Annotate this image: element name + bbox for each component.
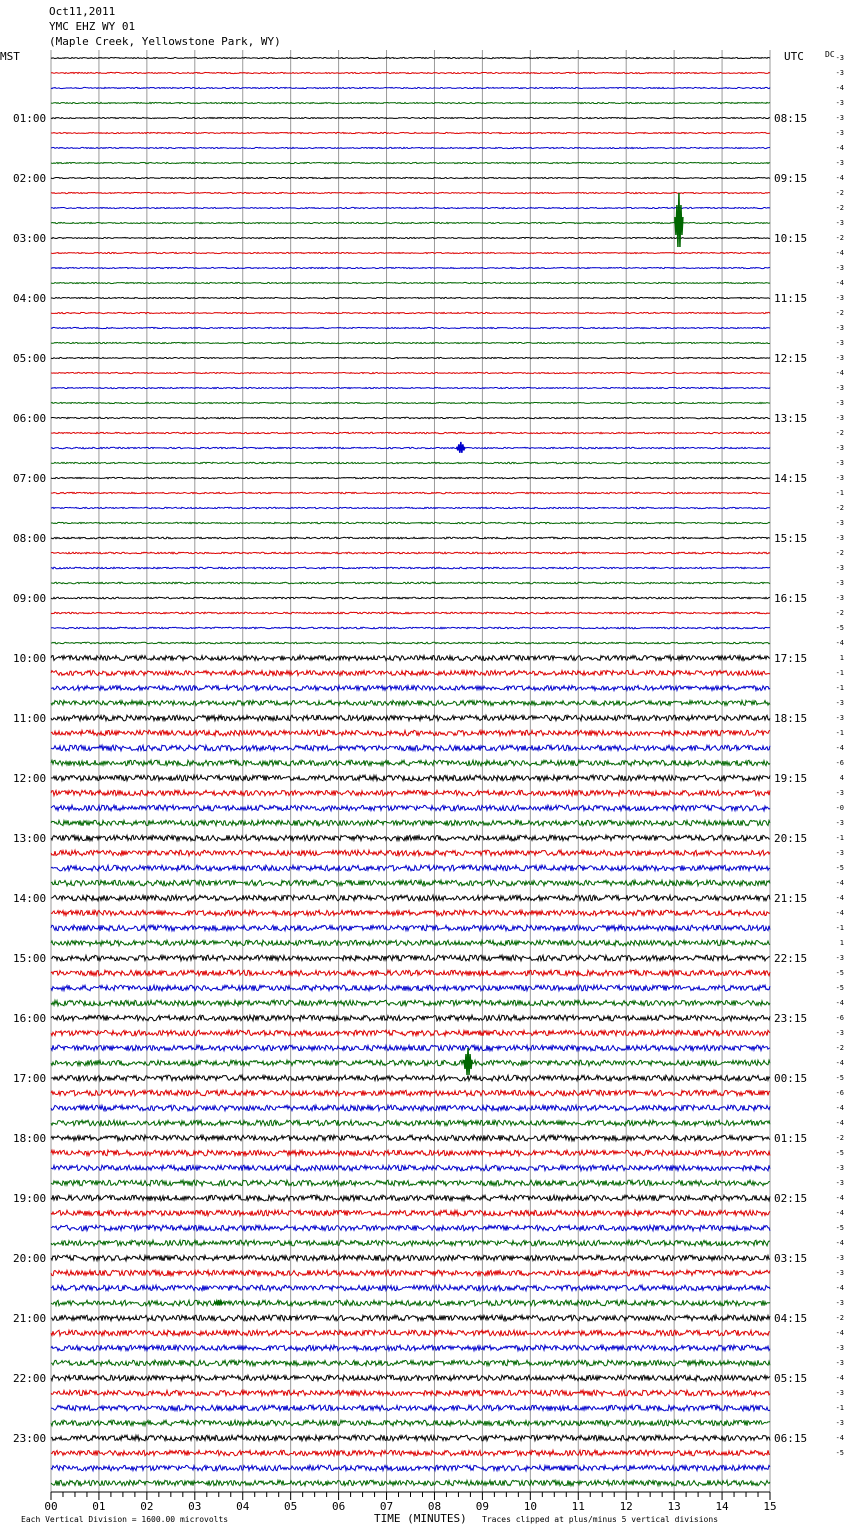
mst-hour-label: 10:00 [13,652,47,665]
dc-offset-label: -4 [835,1374,844,1382]
dc-offset-label: -3 [835,129,844,137]
trace-line [51,895,770,901]
utc-hour-label: 08:15 [774,112,808,125]
dc-offset-label: -3 [835,1299,844,1307]
x-tick-label: 07 [379,1500,394,1513]
trace-line [51,507,770,508]
dc-offset-label: -3 [835,339,844,347]
dc-offset-label: -3 [835,1179,844,1187]
utc-hour-label: 21:15 [774,892,808,905]
utc-hour-label: 10:15 [774,232,808,245]
dc-offset-label: -4 [835,279,844,287]
trace-line [51,671,770,676]
trace-line [51,372,770,373]
trace-line [51,1270,770,1276]
x-axis-label: TIME (MINUTES) [374,1512,467,1525]
trace-line [51,1195,770,1201]
mst-hour-label: 18:00 [13,1132,47,1145]
trace-line [51,582,770,584]
utc-hour-label: 13:15 [774,412,808,425]
trace-line [51,522,770,523]
dc-offset-label: -1 [835,489,844,497]
dc-offset-label: -3 [835,114,844,122]
mst-hour-label: 14:00 [13,892,47,905]
trace-line [51,1030,770,1036]
mst-hour-label: 22:00 [13,1372,47,1385]
trace-line [51,102,770,103]
dc-offset-label: -1 [835,1404,844,1412]
utc-hour-label: 09:15 [774,172,808,185]
dc-offset-label: -4 [835,1209,844,1217]
dc-offset-label: -3 [835,1344,844,1352]
trace-line [51,1330,770,1336]
dc-offset-label: -4 [835,249,844,257]
dc-offset-label: -3 [835,849,844,857]
dc-offset-label: -4 [835,639,844,647]
dc-offset-label: -4 [835,1434,844,1442]
x-tick-label: 12 [619,1500,633,1513]
trace-line [51,955,770,961]
dc-offset-label: -3 [835,399,844,407]
trace-line [51,1240,770,1246]
dc-offset-label: -4 [835,894,844,902]
dc-offset-label: -4 [835,1104,844,1112]
trace-line [51,1285,770,1291]
dc-offset-label: -4 [835,174,844,182]
dc-offset-label: -5 [835,624,844,632]
trace-line [51,252,770,253]
dc-offset-label: -3 [835,1029,844,1037]
left-timezone-label: MST [0,50,20,63]
utc-hour-label: 11:15 [774,292,808,305]
utc-hour-label: 06:15 [774,1432,808,1445]
mst-hour-label: 19:00 [13,1192,47,1205]
trace-line [51,177,770,178]
dc-offset-label: -2 [835,189,844,197]
x-tick-label: 01 [92,1500,106,1513]
trace-line [51,222,770,223]
dc-offset-label: -1 [835,834,844,842]
trace-line [51,492,770,493]
trace-line [51,132,770,133]
utc-hour-label: 15:15 [774,532,808,545]
trace-line [51,432,770,433]
trace-line [51,207,770,208]
utc-hour-label: 22:15 [774,952,808,965]
dc-offset-label: -4 [835,1194,844,1202]
dc-offset-label: -3 [835,519,844,527]
dc-offset-label: -3 [835,1419,844,1427]
trace-line [51,57,770,58]
dc-offset-label: -4 [835,909,844,917]
utc-hour-label: 23:15 [774,1012,808,1025]
trace-line [51,686,770,691]
trace-line [51,162,770,163]
dc-offset-label: -3 [835,69,844,77]
trace-line [51,1375,770,1381]
trace-line [51,192,770,193]
trace-line [51,1435,770,1441]
utc-hour-label: 18:15 [774,712,808,725]
event-spike [457,442,465,453]
trace-line [51,760,770,766]
trace-line [51,1390,770,1396]
dc-offset-label: -2 [835,504,844,512]
trace-line [51,552,770,554]
x-tick-label: 00 [44,1500,58,1513]
x-tick-label: 02 [140,1500,154,1513]
trace-line [51,925,770,931]
trace-line [51,1450,770,1456]
dc-offset-label: -3 [835,579,844,587]
trace-line [51,312,770,313]
trace-line [51,597,770,599]
utc-hour-label: 19:15 [774,772,808,785]
trace-line [51,970,770,976]
dc-offset-label: -3 [835,699,844,707]
mst-hour-label: 20:00 [13,1252,47,1265]
right-timezone-label: UTC [784,50,804,63]
dc-offset-label: -5 [835,864,844,872]
mst-hour-label: 16:00 [13,1012,47,1025]
trace-line [51,1465,770,1471]
trace-line [51,417,770,418]
x-tick-label: 13 [667,1500,681,1513]
trace-line [51,342,770,343]
dc-offset-label: -3 [835,54,844,62]
dc-offset-label: -1 [835,924,844,932]
dc-offset-label: -4 [835,879,844,887]
dc-offset-label: -3 [835,789,844,797]
x-tick-label: 09 [475,1500,490,1513]
mst-hour-label: 05:00 [13,352,47,365]
trace-line [51,865,770,871]
trace-line [51,147,770,148]
utc-hour-label: 00:15 [774,1072,808,1085]
x-tick-label: 04 [236,1500,250,1513]
dc-offset-label: -3 [835,324,844,332]
dc-offset-label: -3 [835,294,844,302]
trace-line [51,1165,770,1171]
trace-line [51,537,770,539]
dc-offset-label: -4 [835,1329,844,1337]
dc-offset-label: -1 [835,684,844,692]
dc-offset-label: -1 [835,669,844,677]
dc-offset-label: -4 [835,84,844,92]
dc-offset-label: -3 [835,594,844,602]
trace-line [51,1480,770,1486]
mst-hour-label: 04:00 [13,292,47,305]
utc-hour-label: 17:15 [774,652,808,665]
event-spike [464,1048,472,1075]
mst-hour-label: 21:00 [13,1312,47,1325]
x-tick-label: 15 [763,1500,777,1513]
trace-line [51,790,770,796]
dc-offset-label: -1 [835,729,844,737]
trace-line [51,1015,770,1021]
trace-line [51,1300,770,1306]
trace-line [51,1315,770,1321]
dc-offset-label: -5 [835,969,844,977]
dc-offset-label: -2 [835,549,844,557]
trace-line [51,1000,770,1006]
dc-offset-label: -5 [835,1449,844,1457]
date-label: Oct11,2011 [49,5,116,18]
mst-hour-label: 02:00 [13,172,47,185]
dc-offset-label: -2 [835,429,844,437]
trace-line [51,1150,770,1156]
clip-note: Traces clipped at plus/minus 5 vertical divisions [482,1515,719,1524]
trace-line [51,775,770,781]
dc-offset-label: -3 [835,954,844,962]
dc-offset-label: -3 [835,384,844,392]
dc-offset-label: -2 [835,309,844,317]
dc-offset-label: -3 [835,444,844,452]
mst-hour-label: 06:00 [13,412,47,425]
dc-offset-label: -3 [835,534,844,542]
trace-line [51,1105,770,1111]
x-tick-label: 11 [571,1500,585,1513]
mst-hour-label: 08:00 [13,532,47,545]
trace-line [51,237,770,238]
dc-offset-label: -4 [835,1239,844,1247]
dc-offset-label: -5 [835,984,844,992]
station-label: YMC EHZ WY 01 [49,20,136,33]
trace-line [51,1120,770,1126]
mst-hour-label: 03:00 [13,232,47,245]
dc-offset-label: 1 [839,654,844,662]
dc-offset-label: -3 [835,159,844,167]
dc-offset-label: -3 [835,354,844,362]
trace-line [51,117,770,118]
dc-offset-label: -3 [835,264,844,272]
dc-offset-label: -0 [835,804,844,812]
dc-offset-label: -3 [835,1164,844,1172]
trace-line [51,462,770,463]
mst-hour-label: 12:00 [13,772,47,785]
x-tick-label: 06 [331,1500,346,1513]
utc-hour-label: 02:15 [774,1192,808,1205]
trace-line [51,835,770,841]
dc-offset-label: -2 [835,1134,844,1142]
dc-offset-label: -2 [835,204,844,212]
event-spike [675,193,683,247]
dc-offset-label: -4 [835,1119,844,1127]
dc-offset-label: -6 [835,1089,844,1097]
utc-hour-label: 01:15 [774,1132,808,1145]
mst-hour-label: 23:00 [13,1432,47,1445]
trace-line [51,1225,770,1231]
mst-hour-label: 09:00 [13,592,47,605]
dc-offset-label: -4 [835,144,844,152]
trace-line [51,745,770,751]
trace-line [51,1255,770,1261]
trace-line [51,87,770,88]
trace-line [51,715,770,721]
trace-line [51,1075,770,1081]
utc-hour-label: 12:15 [774,352,808,365]
dc-offset-label: -5 [835,1149,844,1157]
trace-line [51,910,770,916]
location-label: (Maple Creek, Yellowstone Park, WY) [49,35,281,48]
trace-line [51,327,770,328]
mst-hour-label: 11:00 [13,712,47,725]
dc-offset-label: -3 [835,219,844,227]
dc-offset-label: 4 [839,774,844,782]
x-tick-label: 14 [715,1500,729,1513]
trace-line [51,820,770,826]
trace-line [51,612,770,614]
dc-offset-label: -5 [835,1074,844,1082]
dc-offset-label: -3 [835,474,844,482]
x-tick-label: 05 [284,1500,298,1513]
trace-line [51,701,770,706]
utc-hour-label: 14:15 [774,472,808,485]
trace-line [51,805,770,811]
dc-offset-label: -2 [835,609,844,617]
dc-offset-label: -6 [835,759,844,767]
trace-line [51,985,770,991]
dc-offset-label: -3 [835,1389,844,1397]
mst-hour-label: 07:00 [13,472,47,485]
x-tick-label: 03 [188,1500,202,1513]
dc-offset-label: -4 [835,1284,844,1292]
dc-offset-label: -4 [835,999,844,1007]
dc-offset-label: -5 [835,1224,844,1232]
dc-offset-label: -2 [835,1044,844,1052]
trace-line [51,1135,770,1141]
dc-offset-label: -3 [835,99,844,107]
trace-line [51,1420,770,1426]
trace-line [51,447,770,448]
utc-hour-label: 05:15 [774,1372,808,1385]
dc-offset-label: -3 [835,819,844,827]
trace-line [51,282,770,283]
trace-line [51,1210,770,1216]
dc-offset-label: -2 [835,1314,844,1322]
trace-line [51,940,770,946]
utc-hour-label: 03:15 [774,1252,808,1265]
trace-line [51,1345,770,1351]
dc-offset-label: -4 [835,1059,844,1067]
mst-hour-label: 17:00 [13,1072,47,1085]
dc-offset-label: -3 [835,714,844,722]
trace-line [51,72,770,73]
trace-line [51,357,770,358]
trace-line [51,1180,770,1186]
trace-line [51,567,770,569]
utc-hour-label: 04:15 [774,1312,808,1325]
trace-line [51,1405,770,1411]
trace-line [51,387,770,388]
trace-line [51,1060,770,1066]
dc-offset-label: -3 [835,414,844,422]
dc-label: DC [825,50,835,59]
trace-line [51,642,770,644]
scale-note: Each Vertical Division = 1600.00 microvolts [21,1515,229,1524]
trace-line [51,402,770,403]
dc-offset-label: 1 [839,939,844,947]
trace-line [51,477,770,478]
dc-offset-label: -2 [835,234,844,242]
dc-offset-label: -3 [835,1254,844,1262]
x-tick-label: 10 [523,1500,537,1513]
trace-line [51,656,770,661]
dc-offset-label: -4 [835,744,844,752]
utc-hour-label: 16:15 [774,592,808,605]
trace-line [51,850,770,856]
trace-line [51,297,770,298]
dc-offset-label: -4 [835,369,844,377]
x-tick-label: 08 [427,1500,442,1513]
trace-line [51,1090,770,1096]
utc-hour-label: 20:15 [774,832,808,845]
mst-hour-label: 15:00 [13,952,47,965]
dc-offset-label: -3 [835,459,844,467]
trace-line [51,730,770,736]
dc-offset-label: -3 [835,564,844,572]
trace-line [51,1360,770,1366]
trace-line [51,627,770,629]
mst-hour-label: 01:00 [13,112,47,125]
trace-line [51,1045,770,1051]
mst-hour-label: 13:00 [13,832,47,845]
dc-offset-label: -3 [835,1359,844,1367]
trace-line [51,880,770,886]
trace-line [51,267,770,268]
dc-offset-label: -6 [835,1014,844,1022]
dc-offset-label: -3 [835,1269,844,1277]
